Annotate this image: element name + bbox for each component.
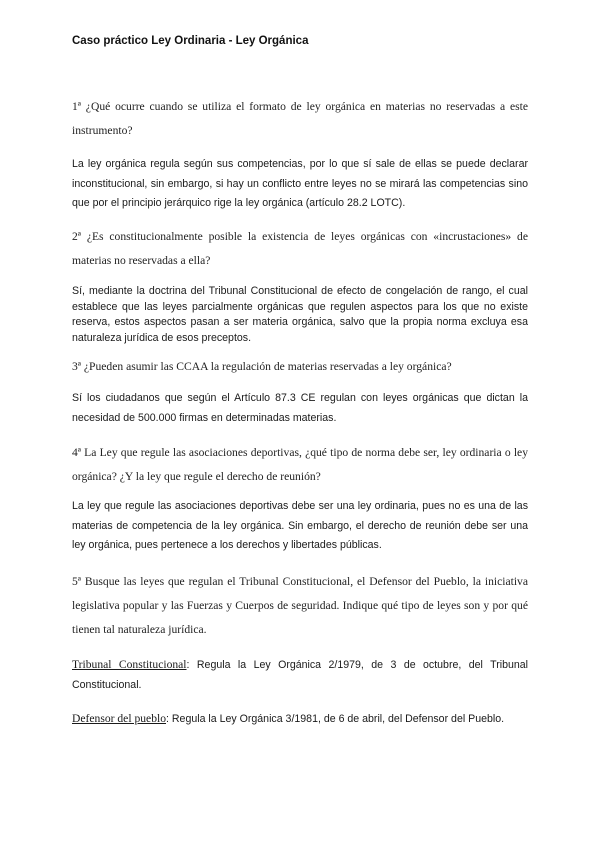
defensor-text: : Regula la Ley Orgánica 3/1981, de 6 de abril, del Defensor del Pueblo. (166, 713, 505, 725)
question-4: 4ª La Ley que regule las asociaciones deportivas, ¿qué tipo de norma debe ser, ley ordinaria o ley orgánica? ¿Y la ley que regule el derecho de reunión? (72, 446, 528, 483)
answer-3: Sí los ciudadanos que según el Artículo 87.3 CE regulan con leyes orgánicas que dictan la necesidad de 500.000 firmas en determinadas materias. (72, 392, 528, 424)
answer-4: La ley que regule las asociaciones deportivas debe ser una ley ordinaria, pues no es una de las materias de competencia de la ley orgánica. Sin embargo, el derecho de reunión debe ser una ley orgánica, pues pertenece a los derechos y libertades públicas. (72, 500, 528, 551)
question-2: 2ª ¿Es constitucionalmente posible la existencia de leyes orgánicas con «incrustaciones» de materias no reservadas a ella? (72, 230, 528, 267)
answer-5-defensor (72, 709, 528, 730)
tribunal-text: : Regula la Ley Orgánica 2/1979, de 3 de octubre, del Tribunal Constitucional. (72, 659, 528, 691)
question-1: 1ª ¿Qué ocurre cuando se utiliza el formato de ley orgánica en materias no reservadas a este instrumento? (72, 100, 528, 137)
tribunal-label: Tribunal Constitucional (72, 658, 187, 671)
question-5: 5ª Busque las leyes que regulan el Tribunal Constitucional, el Defensor del Pueblo, la iniciativa legislativa popular y las Fuerzas y Cuerpos de seguridad. Indique qué tipo de leyes son y por qué tienen tal naturaleza jurídica. (72, 575, 528, 636)
defensor-label: Defensor del pueblo (72, 712, 167, 725)
question-3: 3ª ¿Pueden asumir las CCAA la regulación de materias reservadas a ley orgánica? (72, 360, 452, 373)
answer-2: Sí, mediante la doctrina del Tribunal Constitucional de efecto de congelación de rango, el cual establece que las leyes parcialmente orgánicas que regulen aspectos para los que no existe reserva, estos aspectos pasan a ser materia orgánica, salvo que la propia norma excluya esa naturaleza jurídica de esos preceptos. (72, 285, 528, 344)
answer-5-tribunal (72, 655, 528, 695)
answer-1: La ley orgánica regula según sus competencias, por lo que sí sale de ellas se puede declarar inconstitucional, sin embargo, si hay un conflicto entre leyes no se mirará las competencias sino que por el principio jerárquico rige la ley orgánica (artículo 28.2 LOTC). (72, 158, 528, 209)
document-title: Caso práctico Ley Ordinaria - Ley Orgánica (72, 35, 309, 47)
